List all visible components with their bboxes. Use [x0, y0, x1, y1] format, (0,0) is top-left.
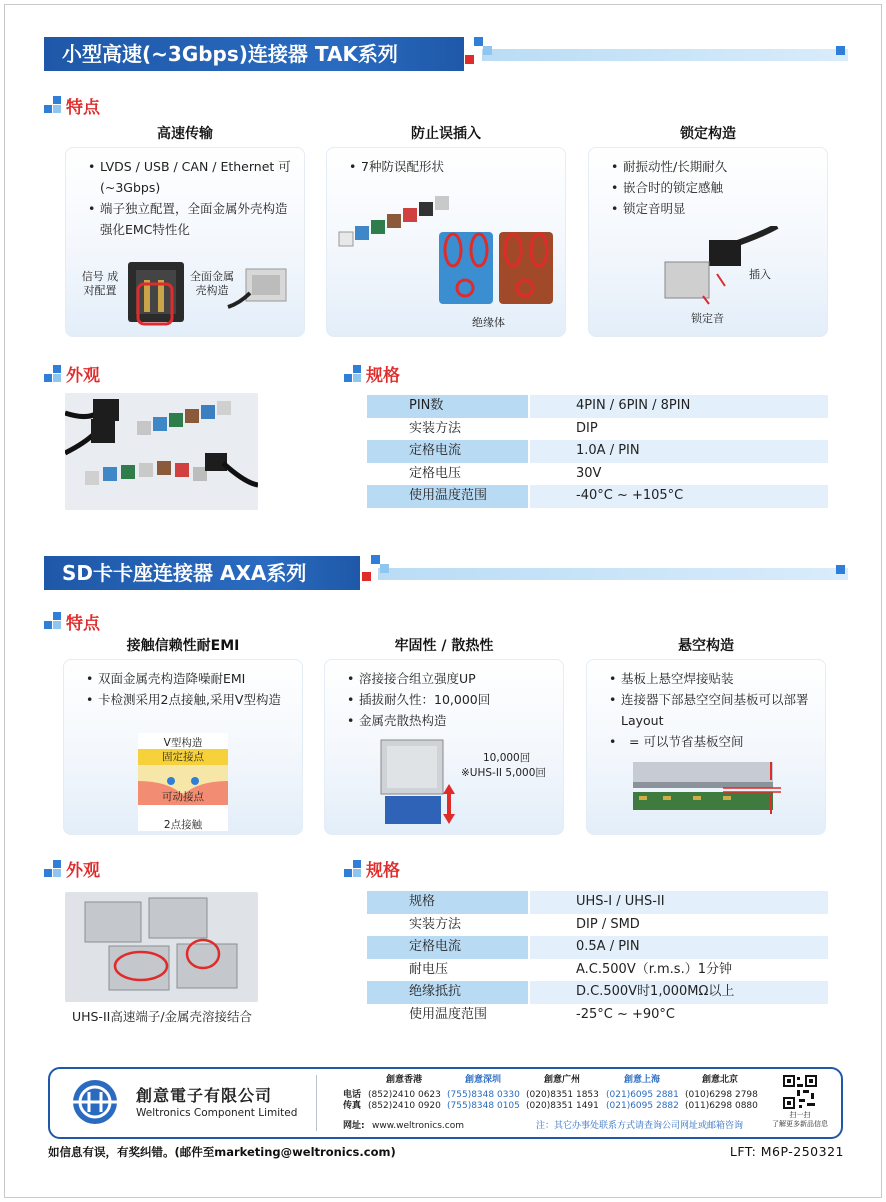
insert-label: 插入	[749, 268, 771, 281]
company-name-cn: 創意電子有限公司	[136, 1086, 273, 1105]
spec-key: 定格电流	[367, 936, 528, 959]
appearance-heading: 外观	[66, 366, 100, 386]
office-fax: (755)8348 0105	[447, 1101, 520, 1111]
banner-decor-line	[482, 49, 848, 61]
decor-square	[371, 555, 380, 564]
bullet-item: • 卡检测采用2点接触,采用V型构造	[86, 689, 292, 710]
appearance-caption: UHS-II高速端子/金属壳溶接结合	[71, 1009, 253, 1024]
spec-value: -25°C ~ +90°C	[576, 1006, 675, 1022]
bullet-item: • 7种防误配形状	[349, 156, 555, 177]
feature-bullets	[609, 668, 815, 752]
company-logo-icon	[70, 1077, 120, 1127]
bullet-item: • 溶接接合组立强度UP	[347, 668, 553, 689]
features-heading: 特点	[66, 614, 100, 634]
spec-key: 耐电压	[409, 961, 449, 977]
spec-table-tak	[367, 395, 828, 508]
qr-caption-line: 了解更多新品信息	[772, 1120, 828, 1128]
decor-square	[474, 37, 483, 46]
section-marker-icon	[44, 860, 62, 878]
bullet-item: • 连接器下部悬空空间基板可以部署Layout	[609, 689, 815, 731]
section-marker-icon	[44, 96, 62, 114]
feature-card-mis-insertion	[326, 147, 566, 337]
qr-code-icon[interactable]	[783, 1075, 817, 1109]
office-name: 創意上海	[624, 1075, 661, 1085]
spec-key: PIN数	[367, 395, 528, 418]
v-structure-label: V型构造	[163, 737, 203, 749]
spec-row	[367, 463, 828, 486]
section-marker-icon	[344, 365, 362, 383]
tak-product-photo	[65, 393, 258, 510]
spec-key: 使用温度范围	[409, 1006, 488, 1022]
feature-bullets	[88, 156, 294, 240]
two-point-contact-label: 2点接触	[163, 819, 203, 831]
tel-label: 电话	[343, 1090, 362, 1100]
spec-value: 1.0A / PIN	[530, 440, 828, 463]
bullet-item: • 基板上悬空焊接贴装	[609, 668, 815, 689]
office-name: 創意深圳	[465, 1075, 502, 1085]
decor-square	[836, 46, 845, 55]
spec-value: DIP / SMD	[576, 916, 640, 932]
section-marker-icon	[344, 860, 362, 878]
spec-row	[367, 981, 828, 1004]
insulator-shapes-illustration	[437, 228, 561, 308]
office-fax: (021)6095 2882	[606, 1101, 679, 1111]
office-fax: (011)6298 0880	[685, 1101, 758, 1111]
office-name: 創意广州	[544, 1075, 581, 1085]
office-fax: (852)2410 0920	[368, 1101, 441, 1111]
spec-value: 30V	[576, 465, 602, 481]
spec-row	[367, 485, 828, 508]
decor-square	[362, 572, 371, 581]
spec-row	[367, 959, 828, 982]
metal-shell-note: 全面金属 壳构造	[190, 270, 234, 297]
spec-heading: 规格	[366, 861, 400, 881]
spec-key: 定格电压	[409, 465, 462, 481]
spec-heading: 规格	[366, 366, 400, 386]
decor-square	[380, 564, 389, 573]
bullet-item: • 锁定音明显	[611, 198, 817, 219]
office-fax: (020)8351 1491	[526, 1101, 599, 1111]
bullet-item: • 嵌合时的锁定感触	[611, 177, 817, 198]
decor-square	[836, 565, 845, 574]
feature-bullets	[347, 668, 553, 731]
company-name-en: Weltronics Component Limited	[136, 1107, 298, 1119]
features-heading: 特点	[66, 98, 100, 118]
spec-row	[367, 440, 828, 463]
spec-key: 实装方法	[409, 420, 462, 436]
spec-row	[367, 395, 828, 418]
fixed-contact-label: 固定接点	[138, 749, 228, 765]
qr-caption-line: 扫一扫	[789, 1111, 811, 1119]
spec-key: 规格	[367, 891, 528, 914]
connector-pin-illustration	[126, 260, 186, 330]
v-contact-diagram	[138, 733, 228, 831]
spec-value: UHS-I / UHS-II	[530, 891, 828, 914]
bullet-item: • LVDS / USB / CAN / Ethernet 可(~3Gbps)	[88, 156, 294, 198]
bullet-item: • 金属壳散热构造	[347, 710, 553, 731]
card-title: 牢固性 / 散热性	[394, 638, 494, 654]
spec-row	[367, 1004, 828, 1027]
feature-card-high-speed	[65, 147, 305, 337]
error-report-notice: 如信息有误，有奖纠错。(邮件至marketing@weltronics.com)	[48, 1145, 396, 1159]
section1-banner-title: 小型高速(~3Gbps)连接器 TAK系列	[44, 37, 464, 71]
card-title: 锁定构造	[680, 126, 736, 142]
spec-key: 绝缘抵抗	[367, 981, 528, 1004]
card-title: 接触信赖性耐EMI	[126, 638, 240, 654]
spec-value: 4PIN / 6PIN / 8PIN	[530, 395, 828, 418]
section-marker-icon	[44, 365, 62, 383]
insulator-label: 绝缘体	[472, 316, 505, 329]
card-title: 防止误插入	[411, 126, 481, 142]
office-tel: (852)2410 0623	[368, 1090, 441, 1100]
banner-decor-line	[378, 568, 848, 580]
bullet-item: • 双面金属壳构造降噪耐EMI	[86, 668, 292, 689]
spec-value: DIP	[576, 420, 598, 436]
spec-value: A.C.500V（r.m.s.）1分钟	[576, 961, 732, 977]
feature-card-emi	[63, 659, 303, 835]
document-code: LFT: M6P-250321	[729, 1144, 844, 1159]
office-tel: (020)8351 1853	[526, 1090, 599, 1100]
card-title: 悬空构造	[678, 638, 734, 654]
feature-card-floating	[586, 659, 826, 835]
contact-note: 注：其它办事处联系方式请查询公司网址或邮箱咨询	[536, 1121, 744, 1131]
office-name: 創意北京	[702, 1075, 739, 1085]
feature-card-robustness	[324, 659, 564, 835]
office-name: 創意香港	[386, 1075, 423, 1085]
section-marker-icon	[44, 612, 62, 630]
axa-product-photo	[65, 892, 258, 1002]
card-title: 高速传输	[157, 126, 213, 142]
website-label: 网址:	[343, 1121, 365, 1131]
feature-bullets	[349, 156, 555, 177]
spec-table-axa	[367, 891, 828, 1026]
fax-label: 传真	[343, 1101, 362, 1111]
lock-sound-label: 锁定音	[691, 312, 724, 325]
decor-square	[483, 46, 492, 55]
signal-pair-note: 信号 成对配置	[81, 270, 119, 297]
durability-arrow-icon	[441, 782, 457, 826]
section2-banner-title: SD卡卡座连接器 AXA系列	[44, 556, 360, 590]
uhs2-durability-note: ※UHS-II 5,000回	[461, 767, 546, 779]
metal-shell-connector-illustration	[226, 263, 296, 313]
website-link[interactable]: www.weltronics.com	[372, 1121, 464, 1131]
bullet-item: • 耐振动性/长期耐久	[611, 156, 817, 177]
movable-contact-label: 可动接点	[162, 791, 204, 803]
qr-caption	[770, 1111, 830, 1129]
durability-count: 10,000回	[483, 752, 531, 764]
spec-key: 实装方法	[409, 916, 462, 932]
spec-row	[367, 418, 828, 441]
company-contact-box	[48, 1067, 843, 1139]
office-tel: (755)8348 0330	[447, 1090, 520, 1100]
spec-key: 定格电流	[367, 440, 528, 463]
bullet-item: • 插拔耐久性：10,000回	[347, 689, 553, 710]
spec-value: D.C.500V时1,000MΩ以上	[530, 981, 828, 1004]
bullet-item: • = 可以节省基板空间	[609, 731, 815, 752]
spec-value: 0.5A / PIN	[530, 936, 828, 959]
feature-bullets	[611, 156, 817, 219]
bullet-item: • 端子独立配置，全面金属外壳构造强化EMC特性化	[88, 198, 294, 240]
spec-value: -40°C ~ +105°C	[530, 485, 828, 508]
spec-row	[367, 914, 828, 937]
divider	[316, 1075, 317, 1131]
office-tel: (010)6298 2798	[685, 1090, 758, 1100]
spec-row	[367, 936, 828, 959]
appearance-heading: 外观	[66, 861, 100, 881]
floating-mount-illustration	[633, 758, 783, 818]
spec-row	[367, 891, 828, 914]
feature-card-lock	[588, 147, 828, 337]
feature-bullets	[86, 668, 292, 710]
spec-key: 使用温度范围	[367, 485, 528, 508]
decor-square	[465, 55, 474, 64]
office-tel: (021)6095 2881	[606, 1090, 679, 1100]
